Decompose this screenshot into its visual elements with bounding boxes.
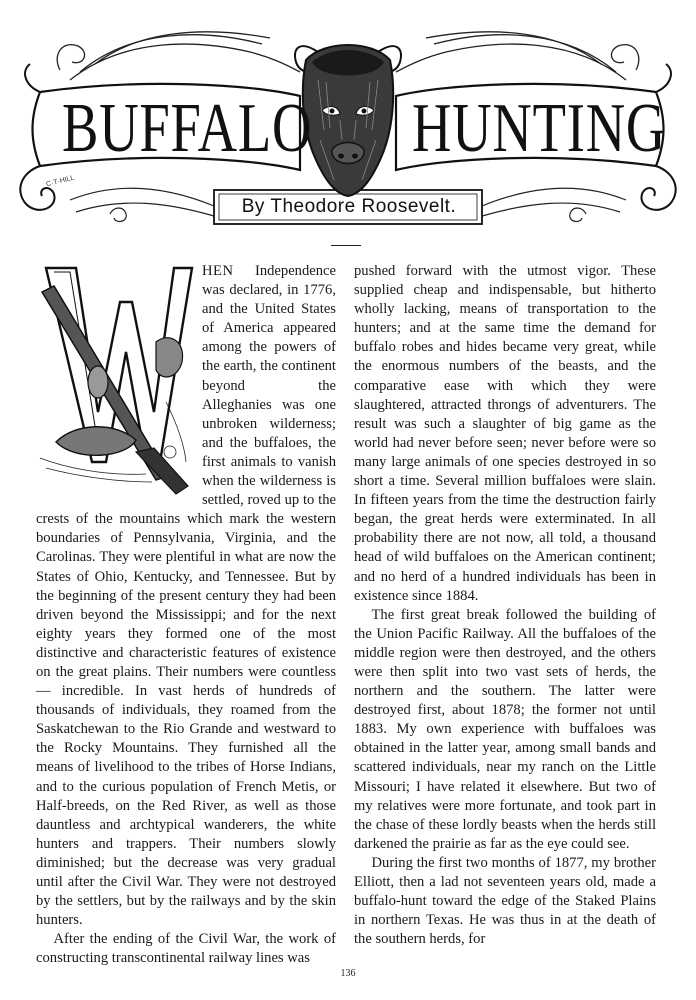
paragraph: After the ending of the Civil War, the work of constructing transcontinental railway lines was [36, 931, 336, 967]
paragraph: During the first two months of 1877, my brother Elliott, then a lad not seventeen years old, made a buffalo-hunt toward the edge of the Staked Plains in northern Texas. He was thus in at the death of the southern herds, for [354, 854, 656, 948]
paragraph: The first great break followed the building of the Union Pacific Railway. All the buffaloes of the middle region were then destroyed, and the others were then split into two vast sets of herds, the northern and the southern. The latter were destroyed first, about 1878; the former not until 1883. My own experience with buffaloes was obtained in the latter year, among small bands and scattered individuals, near my ranch on the Little Missouri; I have related it elsewhere. But two of my relatives were more fortunate, and took part in the chase of these lordly beasts when the herds still darkened the prairie as far as the eye could see. [354, 606, 656, 852]
paragraph-opening: HEN [202, 263, 234, 279]
page-number: 136 [340, 968, 356, 979]
article-column-left [36, 262, 336, 968]
author-byline: By Theodore Roosevelt. [241, 196, 457, 217]
title-word-hunting: HUNTING [412, 90, 667, 167]
rifle-and-saddle-icon [36, 262, 196, 498]
article-column-right [354, 262, 656, 949]
paragraph-text: Independence was declared, in 1776, and the United States of America appeared among the powers of the earth, the continent beyond the Alleghanies was one unbroken wilderness; and the buffaloes, the first animals to vanish when the wilderness is settled, roved up to the crests of the mountains which mark the western boundaries of Pennsylvania, Virginia, and the Carolinas. They were plentiful in what are now the States of Ohio, Kentucky, and Tennessee. But by the beginning of the present century they had been driven beyond the Mississippi; and for the next eighty years they formed one of the most distinctive and characteristic features of existence on the great plains. Their numbers were countless — incredible. In vast herds of hundreds of thousands of individuals, they roamed from the Saskatchewan to the Rio Grande and westward to the Rocky Mountains. They furnished all the means of livelihood to the tribes of Horse Indians, and to the curious population of French Metis, or Half-breeds, on the Red River, as well as those dauntless and archtypical wanderers, the white hunters and trappers. Their numbers slowly diminished; but the decrease was very gradual until after the Civil War. They were not destroyed by the settlers, but by the railways and by the skin hunters. [36, 263, 336, 929]
paragraph: pushed forward with the utmost vigor. These supplied cheap and indispensable, but hitherto wholly lacking, means of transportation to the hunters; and at the same time the demand for buffalo robes and hides became very great, while the enormous numbers of the beasts, and the comparative ease with which they were slaughtered, attracted throngs of adventurers. The result was such a slaughter of big game as the world had never before seen; never before were so many large animals of one species destroyed in so short a time. Several million buffaloes were slain. In fifteen years from the time the destruction fairly began, the great herds were exterminated. In all probability there are not now, all told, a thousand head of wild buffaloes on the American continent; and no herd of a hundred individuals has been in existence since 1884. [354, 263, 656, 604]
title-word-buffalo: BUFFALO [62, 90, 313, 167]
dropcap-illustration [36, 262, 196, 498]
title-divider [331, 245, 361, 246]
illustrator-signature: C·T·HILL [45, 174, 76, 189]
title-banner [0, 0, 696, 240]
